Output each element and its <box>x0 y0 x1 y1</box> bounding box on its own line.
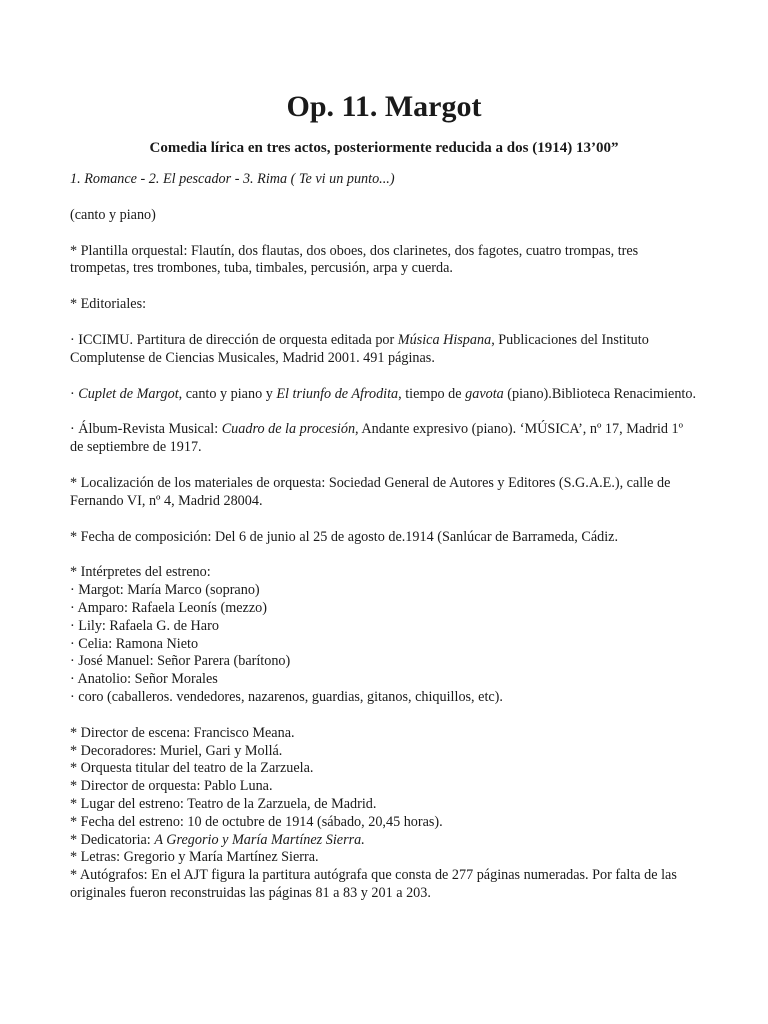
localizacion: * Localización de los materiales de orquesta: Sociedad General de Autores y Editores (S.G.A.E.), calle de Fernando VI, nº 4, Madrid 28004. <box>70 474 671 509</box>
editorial-afrodita-title: El triunfo de Afrodita <box>276 385 399 402</box>
numbers-text: 1. Romance - 2. El pescador - 3. Rima ( Te vi un punto...) <box>70 171 395 187</box>
interprete-item: · Anatolio: Señor Morales <box>70 671 218 688</box>
detail-item: * Orquesta titular del teatro de la Zarzuela. <box>70 760 314 777</box>
detail-item: * Decoradores: Muriel, Gari y Mollá. <box>70 742 283 759</box>
interprete-item: · Celia: Ramona Nieto <box>70 635 199 652</box>
fecha-composicion: * Fecha de composición: Del 6 de junio al 25 de agosto de.1914 (Sanlúcar de Barrameda, Cádiz. <box>70 528 619 545</box>
dedicatoria-label: * Dedicatoria: <box>70 831 155 848</box>
editorial-gavota: gavota <box>465 385 504 402</box>
page-title: Op. 11. Margot <box>286 90 482 123</box>
autografos: * Autógrafos: En el AJT figura la partitura autógrafa que consta de 277 páginas numeradas. Por falta de las originales fueron reconstruidas las páginas 81 a 83 y 201 a 203. <box>70 867 677 901</box>
interpretes-heading: * Intérpretes del estreno: <box>70 564 211 581</box>
detail-item: * Lugar del estreno: Teatro de la Zarzuela, de Madrid. <box>70 795 377 812</box>
dedicatoria <box>70 832 698 850</box>
editorial-iccimu-text: · ICCIMU. Partitura de dirección de orquesta editada por <box>70 331 398 348</box>
detail-item: * Fecha del estreno: 10 de octubre de 1914 (sábado, 20,45 horas). <box>70 813 443 830</box>
subtitle: Comedia lírica en tres actos, posteriormente reducida a dos (1914) 13’00” <box>149 140 619 156</box>
interprete-item: · coro (caballeros. vendedores, nazarenos, guardias, gitanos, chiquillos, etc). <box>70 688 503 705</box>
editorial-album-title: Cuadro de la procesión <box>221 421 356 438</box>
editorial-cuplet-rest: (piano).Biblioteca Renacimiento. <box>503 385 697 402</box>
editorial-cuplet-text: , canto y piano y <box>178 385 277 402</box>
editorial-cuplet <box>70 386 698 404</box>
editorial-cuplet-text2: , tiempo de <box>398 385 466 402</box>
editorial-cuplet-bullet: · <box>70 385 79 402</box>
editorial-album-rest: , Andante expresivo (piano). ‘MÚSICA’, nº 17, Madrid 1º de septiembre de 1917. <box>70 421 684 456</box>
interprete-item: · José Manuel: Señor Parera (barítono) <box>70 653 291 670</box>
details-section <box>70 725 698 903</box>
editorial-cuplet-title: Cuplet de Margot <box>78 385 179 402</box>
editorial-album-text: · Álbum-Revista Musical: <box>70 421 222 438</box>
editorial-iccimu <box>70 332 698 368</box>
detail-item: * Director de escena: Francisco Meana. <box>70 724 295 741</box>
editorial-iccimu-rest: , Publicaciones del Instituto Complutense de Ciencias Musicales, Madrid 2001. 491 páginas. <box>70 331 649 366</box>
dedicatoria-text: A Gregorio y María Martínez Sierra. <box>154 831 365 848</box>
plantilla-orquestal: * Plantilla orquestal: Flautín, dos flautas, dos oboes, dos clarinetes, dos fagotes, cuatro trompas, tres trompetas, tres trombones, tuba, timbales, percusión, arpa y cuerda. <box>70 242 639 277</box>
editoriales-heading: * Editoriales: <box>70 296 147 313</box>
detail-item: * Director de orquesta: Pablo Luna. <box>70 778 273 795</box>
letras: * Letras: Gregorio y María Martínez Sierra. <box>70 849 319 866</box>
numbers-list <box>70 171 698 189</box>
voice-note: (canto y piano) <box>70 206 156 223</box>
interprete-item: · Margot: María Marco (soprano) <box>70 582 260 599</box>
interprete-item: · Amparo: Rafaela Leonís (mezzo) <box>70 599 267 616</box>
editorial-album <box>70 421 698 457</box>
editorial-iccimu-title: Música Hispana <box>397 331 492 348</box>
interpretes-section <box>70 564 698 706</box>
interprete-item: · Lily: Rafaela G. de Haro <box>70 617 219 634</box>
